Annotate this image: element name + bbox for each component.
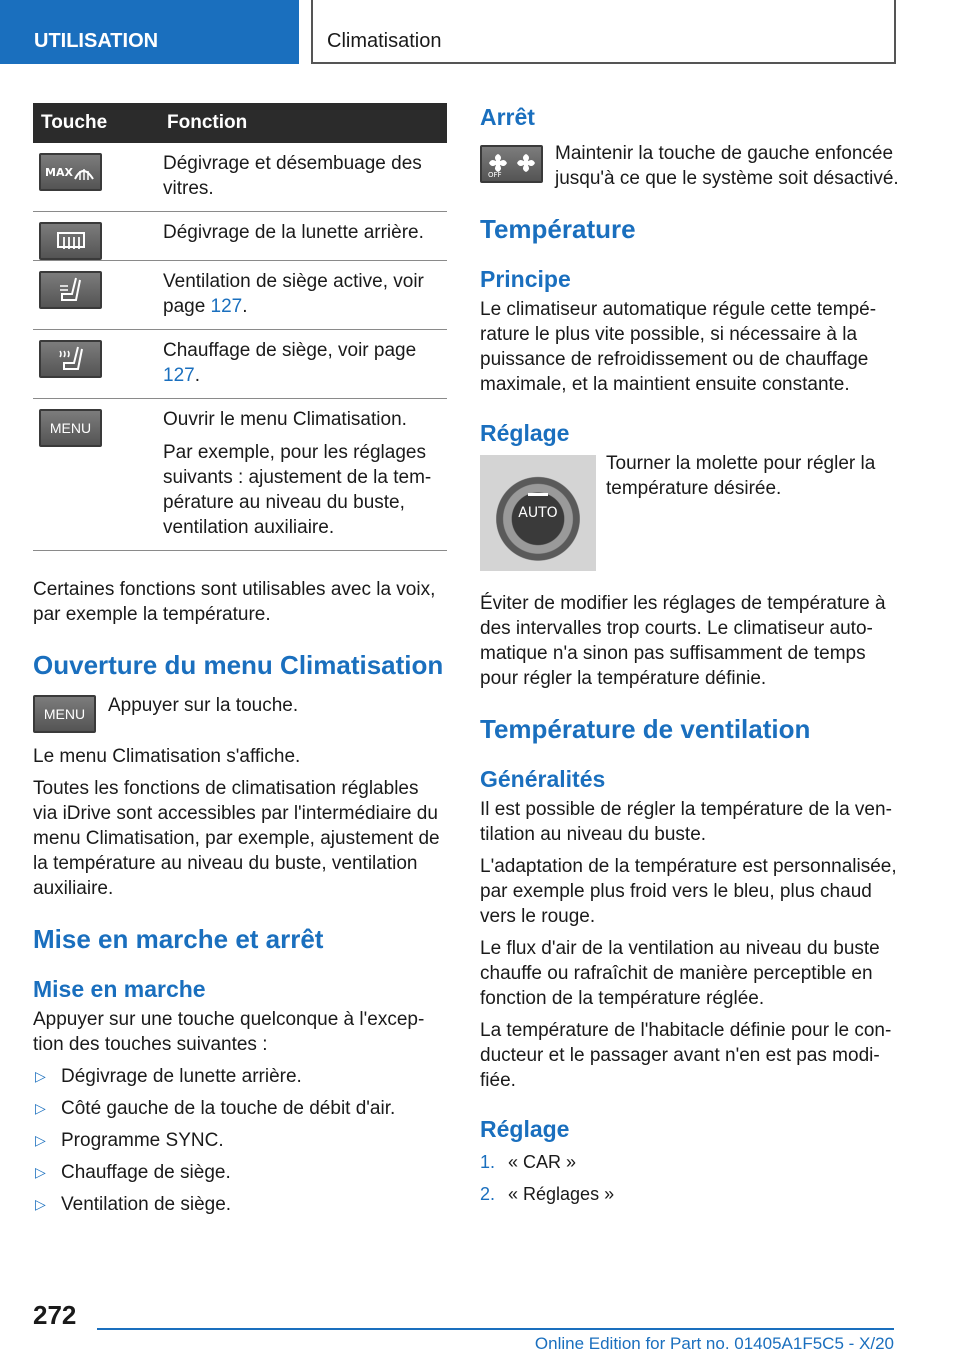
svg-text:MAX: MAX xyxy=(44,166,73,179)
seat-heating-icon xyxy=(39,340,102,378)
heading-on-off: Mise en marche et arrêt xyxy=(33,924,324,954)
list-item: ▷ Chauffage de siège. xyxy=(35,1162,231,1183)
general-p1: Il est possible de régler la température de la ventilation au niveau du buste. xyxy=(480,799,892,845)
setting-text: Tourner la molette pour régler la température désirée. xyxy=(606,453,876,499)
menu-press-text: Appuyer sur la touche. xyxy=(108,695,299,716)
switch-on-text: Appuyer sur une touche quelconque à l'exception des touches suivantes : xyxy=(33,1009,425,1055)
triangle-bullet-icon: ▷ xyxy=(35,1164,46,1180)
chapter-title: Climatisation xyxy=(311,0,896,64)
list-item: 2. « Réglages » xyxy=(480,1184,615,1204)
right-column xyxy=(480,103,900,1207)
section-tab: UTILISATION xyxy=(0,0,299,64)
max-defrost-icon xyxy=(39,153,102,191)
voice-note: Certaines fonctions sont utilisables avec la voix, par exemple la température. xyxy=(33,579,436,625)
svg-text:OFF: OFF xyxy=(487,171,502,178)
footer-divider xyxy=(97,1328,894,1330)
table-cell-function: Ventilation de siège active, voir page 127. xyxy=(163,271,424,317)
heading-temperature: Température xyxy=(480,214,636,244)
list-item: ▷ Programme SYNC. xyxy=(35,1130,224,1151)
menu-shown-text: Le menu Climatisation s'affiche. xyxy=(33,746,301,767)
temperature-knob-image xyxy=(480,455,596,571)
minus-icon xyxy=(528,493,548,496)
menu-button-icon: MENU xyxy=(39,409,102,447)
heading-off: Arrêt xyxy=(480,104,535,130)
heading-setting-2: Réglage xyxy=(480,1116,570,1142)
heading-setting: Réglage xyxy=(480,420,570,446)
list-item: ▷ Dégivrage de lunette arrière. xyxy=(35,1066,302,1087)
exception-list xyxy=(33,1064,447,1217)
principle-text: Le climatiseur automatique régule cette température le plus vite possible, si nécessaire à la puissance de refroidissement ou de chauffage maximale, et la maintient ensuite constante. xyxy=(480,299,877,395)
table-header-row xyxy=(33,103,447,143)
general-p4: La température de l'habitacle définie pour le conducteur et le passager avant n'en est pas modifiée. xyxy=(480,1020,892,1091)
triangle-bullet-icon: ▷ xyxy=(35,1196,46,1212)
fan-off-icon xyxy=(480,145,543,183)
heading-ventilation-temperature: Température de ventilation xyxy=(480,714,811,744)
table-row xyxy=(33,143,447,212)
table-row xyxy=(33,399,447,551)
general-p2: L'adaptation de la température est personnalisée, par exemple plus froid vers le bleu, plus chaud vers le rouge. xyxy=(480,856,897,927)
rear-window-defrost-icon xyxy=(39,222,102,260)
footer-edition: Online Edition for Part no. 01405A1F5C5 - X/20 xyxy=(534,1334,894,1353)
seat-ventilation-icon xyxy=(39,271,102,309)
menu-button-icon: MENU xyxy=(33,695,96,733)
triangle-bullet-icon: ▷ xyxy=(35,1132,46,1148)
list-item: ▷ Ventilation de siège. xyxy=(35,1194,232,1215)
general-p3: Le flux d'air de la ventilation au niveau du buste chauffe ou rafraîchit de manière perceptible en fonction de la température réglée. xyxy=(480,938,880,1009)
left-column xyxy=(33,103,447,1217)
table-row xyxy=(33,212,447,261)
page-link[interactable]: 127 xyxy=(210,296,243,317)
table-cell-function: Dégivrage et désembuage des vitres. xyxy=(163,153,422,199)
heading-general: Généralités xyxy=(480,766,606,792)
heading-menu-climatisation: Ouverture du menu Climatisation xyxy=(33,650,444,680)
table-row xyxy=(33,261,447,330)
menu-description: Toutes les fonctions de climatisation réglables via iDrive sont accessibles par l'intermédiaire du menu Climatisation, par exemple, ajustement de la température au niveau du buste, ventilation auxiliaire. xyxy=(33,778,440,899)
heading-principle: Principe xyxy=(480,266,571,292)
table-row xyxy=(33,330,447,399)
table-cell-function: Ouvrir le menu Climatisation. xyxy=(163,409,407,430)
triangle-bullet-icon: ▷ xyxy=(35,1100,46,1116)
table-cell-function: Chauffage de siège, voir page 127. xyxy=(163,340,417,386)
page-number: 272 xyxy=(33,1300,77,1330)
table-header-key: Touche xyxy=(33,103,157,143)
page-link[interactable]: 127 xyxy=(163,365,195,386)
heading-switch-on: Mise en marche xyxy=(33,976,206,1002)
avoid-text: Éviter de modifier les réglages de température à des intervalles trop courts. Le climatiseur automatique n'a sinon pas suffisamment de temps pour régler la température définie. xyxy=(480,593,886,689)
knob-label: AUTO xyxy=(518,505,558,521)
triangle-bullet-icon: ▷ xyxy=(35,1068,46,1084)
key-function-table xyxy=(33,103,447,551)
setting-steps xyxy=(480,1150,900,1207)
list-item: 1. « CAR » xyxy=(480,1152,577,1172)
table-cell-function-detail: Par exemple, pour les réglages suivants : ajustement de la température au niveau du buste, ventilation auxiliaire. xyxy=(163,442,432,538)
table-header-function: Fonction xyxy=(157,103,447,143)
off-text: Maintenir la touche de gauche enfoncée jusqu'à ce que le système soit désactivé. xyxy=(555,143,899,189)
list-item: ▷ Côté gauche de la touche de débit d'air. xyxy=(35,1098,396,1119)
table-cell-function: Dégivrage de la lunette arrière. xyxy=(163,222,424,243)
